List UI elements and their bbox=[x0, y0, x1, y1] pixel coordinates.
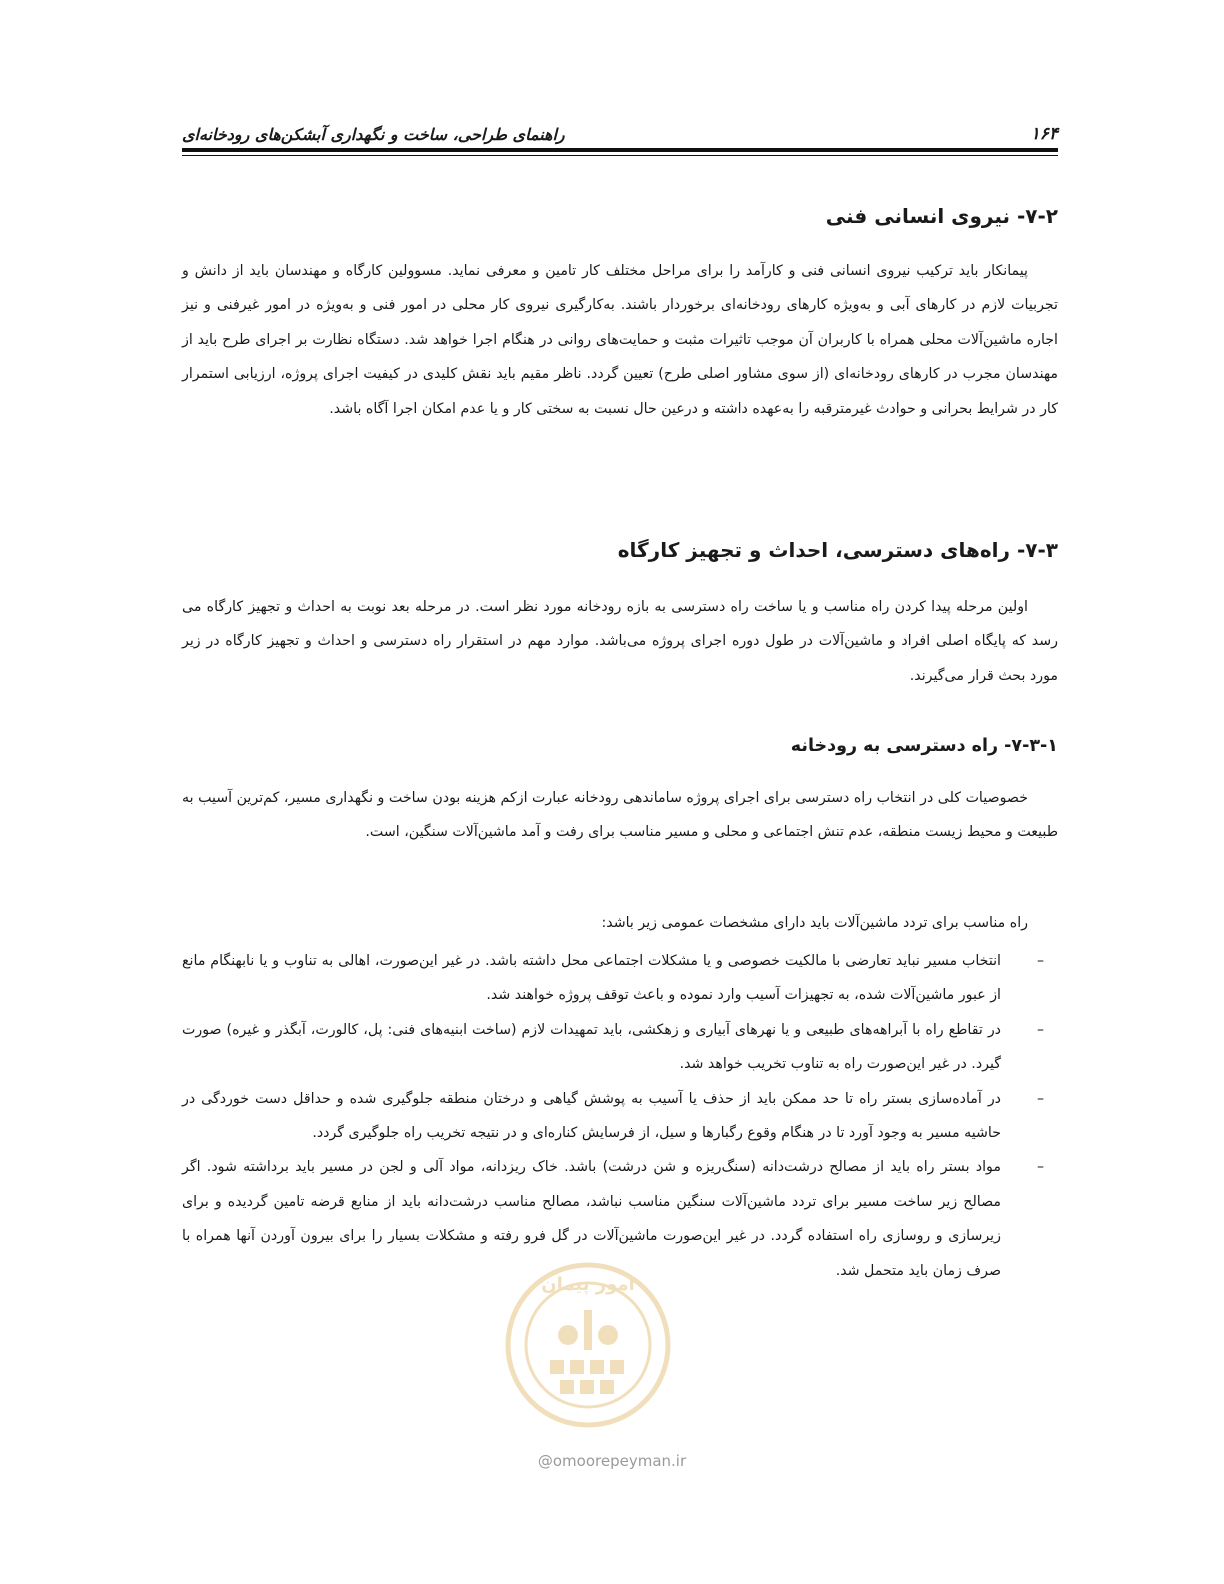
running-title: راهنمای طراحی، ساخت و نگهداری آبشکن‌های رودخانه‌ای bbox=[182, 125, 565, 144]
section-heading-7-2: ۷-۲- نیروی انسانی فنی bbox=[825, 204, 1058, 228]
requirements-list bbox=[182, 944, 1058, 1288]
list-item bbox=[182, 1013, 1058, 1082]
section-heading-7-3-1: ۷-۳-۱- راه دسترسی به رودخانه bbox=[790, 736, 1058, 756]
list-item bbox=[182, 944, 1058, 1013]
header-rule-thin bbox=[182, 155, 1058, 156]
list-item-text: انتخاب مسیر نباید تعارضی با مالکیت خصوصی و یا مشکلات اجتماعی محل داشته باشد. در غیر این‌صورت، اهالی به تناوب و یا نابهنگام مانع از عبور ماشین‌آلات شده، به تجهیزات آسیب وارد نموده و باعث توقف پروژه خواهند شد. bbox=[182, 953, 1001, 1004]
watermark-logo-text: امور پیمان bbox=[541, 1274, 635, 1295]
list-item-text: مواد بستر راه باید از مصالح درشت‌دانه (سنگ‌ریزه و شن درشت) باشد. خاک ریزدانه، مواد آلی و لجن در مسیر باید برداشته شود. اگر مصالح زیر ساخت مسیر برای تردد ماشین‌آلات سنگین مناسب نباشد، مصالح مناسب درشت‌دانه باید از منابع قرضه تامین گردیده و برای زیرسازی و روسازی راه استفاده گردد. در غیر این‌صورت ماشین‌آلات در گل فرو رفته و مشکلات بسیار را برای بیرون آوردن آنها همراه با صرف زمان باید متحمل شد. bbox=[182, 1159, 1001, 1279]
section-7-3-1-paragraph: خصوصیات کلی در انتخاب راه دسترسی برای اجرای پروژه ساماندهی رودخانه عبارت ازکم هزینه بودن ساخت و نگهداری مسیر، کم‌ترین آسیب به طبیعت و محیط زیست منطقه، عدم تنش اجتماعی و محلی و مسیر مناسب برای رفت و آمد ماشین‌آلات سنگین، است. bbox=[182, 790, 1058, 841]
list-item-text: در آماده‌سازی بستر راه تا حد ممکن باید از حذف یا آسیب به پوشش گیاهی و درختان منطقه جلوگیری شده و حداقل دست خوردگی در حاشیه مسیر به وجود آورد تا در هنگام وقوع رگبارها و سیل، از فرسایش کناره‌ای و در نتیجه تخریب راه جلوگیری گردد. bbox=[182, 1090, 1001, 1142]
running-header bbox=[182, 118, 1058, 144]
section-heading-7-3: ۷-۳- راه‌های دسترسی، احداث و تجهیز کارگاه bbox=[617, 538, 1058, 562]
document-page bbox=[182, 0, 1058, 1584]
bullet-dash: – bbox=[1037, 953, 1044, 969]
bullet-dash: – bbox=[1037, 1021, 1044, 1038]
list-item-text: در تقاطع راه با آبراهه‌های طبیعی و یا نهرهای آبیاری و زهکشی، باید تمهیدات لازم (ساخت ابنیه‌های فنی: پل، کالورت، آبگذر و غیره) صورت گیرد. در غیر این‌صورت راه به تناوب تخریب خواهد شد. bbox=[182, 1021, 1001, 1073]
list-item bbox=[182, 1082, 1058, 1151]
section-7-3-paragraph: اولین مرحله پیدا کردن راه مناسب و یا ساخت راه دسترسی به بازه رودخانه مورد نظر است. در مرحله بعد نوبت به احداث و تجهیز کارگاه می رسد که پایگاه اصلی افراد و ماشین‌آلات در طول دوره اجرای پروژه می‌باشد. موارد مهم در استقرار راه دسترسی و احداث و تجهیز کارگاه در زیر مورد بحث قرار می‌گیرند. bbox=[182, 599, 1058, 684]
header-rule bbox=[182, 148, 1058, 152]
bullet-dash: – bbox=[1037, 1090, 1044, 1107]
list-item bbox=[182, 1150, 1058, 1288]
watermark-site: @omoorepeyman.ir bbox=[537, 1452, 687, 1470]
bullet-dash: – bbox=[1037, 1159, 1044, 1176]
section-7-2-paragraph: پیمانکار باید ترکیب نیروی انسانی فنی و کارآمد را برای مراحل مختلف کار تامین و معرفی نماید. مسوولین کارگاه و مهندسان باید از دانش و تجربیات لازم در کارهای آبی و به‌ویژه کارهای رودخانه‌ای برخوردار باشند. به‌کارگیری نیروی کار محلی در امور فنی و به‌ویژه در امور غیرفنی و نیز اجاره ماشین‌آلات محلی همراه با کاربران آن موجب تاثیرات مثبت و حمایت‌های روانی در هنگام اجرا خواهد شد. دستگاه نظارت بر اجرای طرح باید از مهندسان مجرب در کارهای رودخانه‌ای (از سوی مشاور اصلی طرح) تعیین گردد. ناظر مقیم باید نقش کلیدی در کیفیت اجرای پروژه، ارزیابی استمرار کار در شرایط بحرانی و حوادث غیرمترقبه را به‌عهده داشته و درعین حال نسبت به سختی کار و یا عدم امکان اجرا آگاه باشد. bbox=[182, 263, 1058, 417]
section-7-3-1-intro: راه مناسب برای تردد ماشین‌آلات باید دارای مشخصات عمومی زیر باشد: bbox=[601, 915, 1028, 931]
page-number: ۱۶۴ bbox=[1030, 124, 1058, 144]
